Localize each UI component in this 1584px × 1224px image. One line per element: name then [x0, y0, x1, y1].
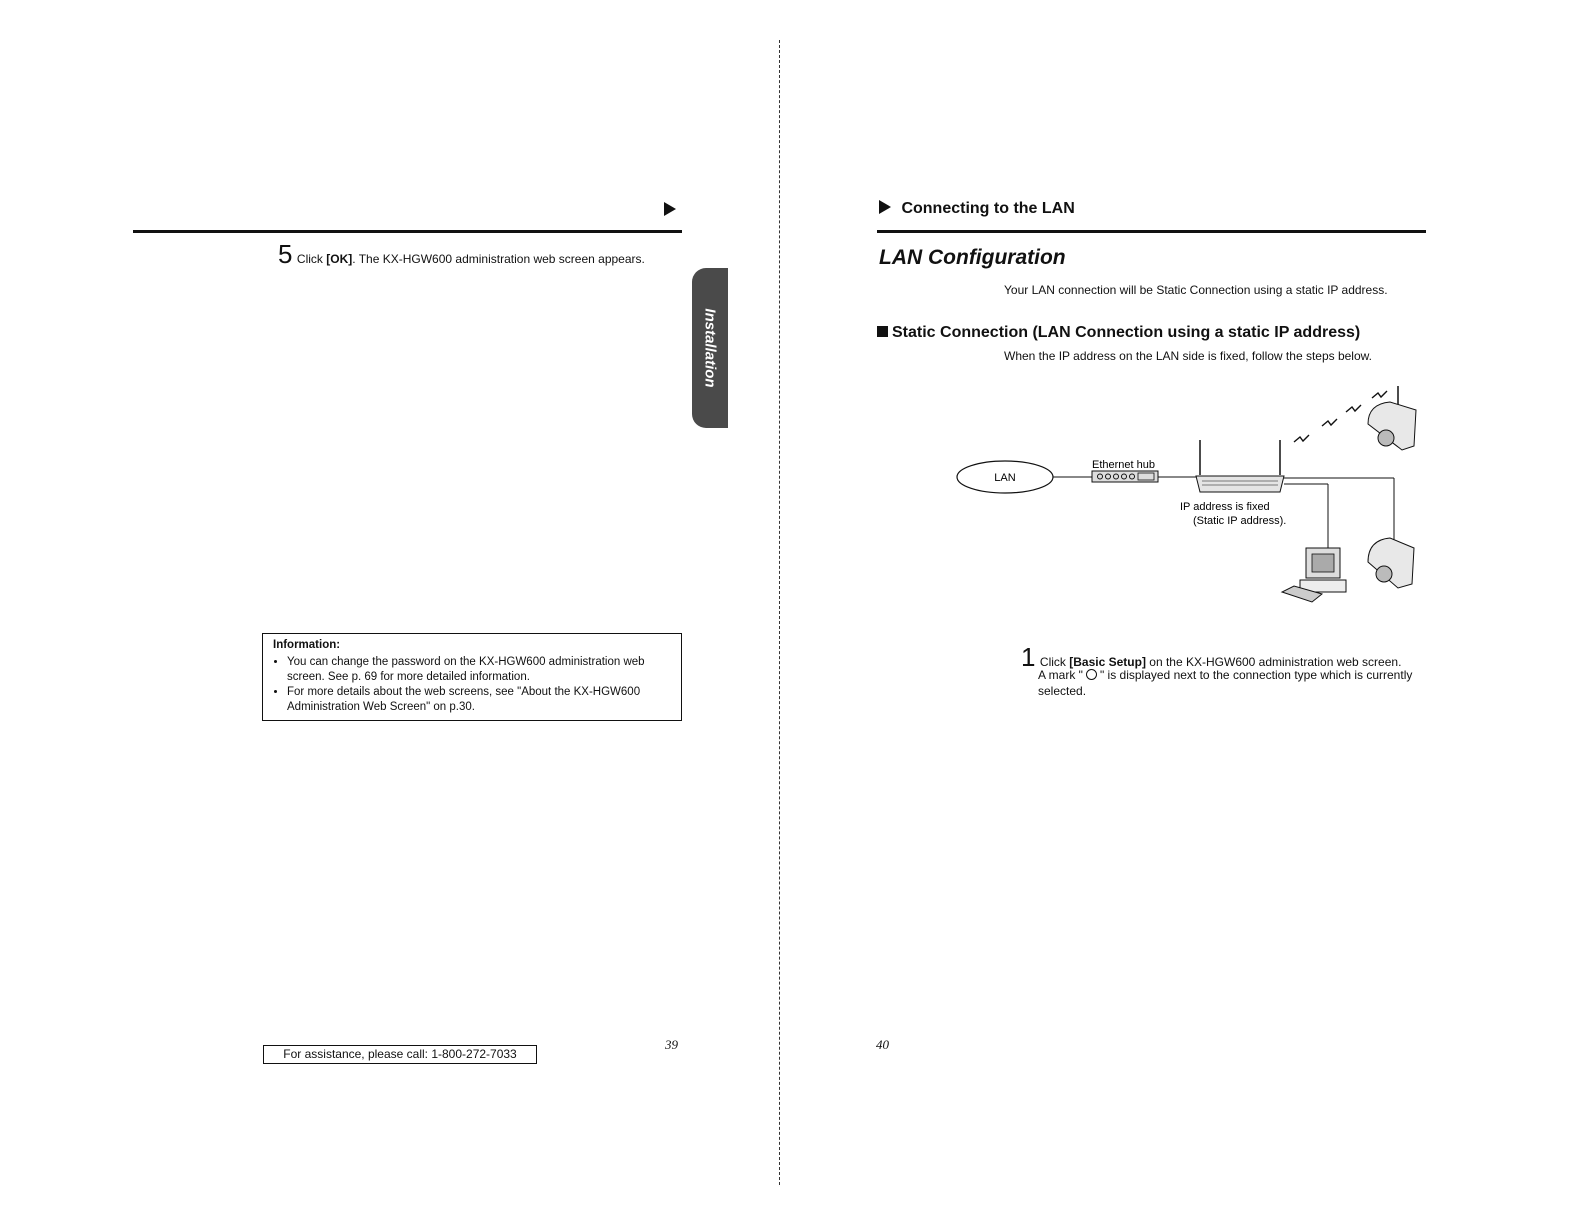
- lan-label: LAN: [994, 472, 1016, 484]
- pc-icon: [1282, 548, 1346, 602]
- step-5: [278, 241, 645, 268]
- network-diagram: [950, 380, 1430, 620]
- hub-label: Ethernet hub: [1092, 459, 1155, 471]
- lan-configuration-title: LAN Configuration: [879, 246, 1066, 269]
- step1-line2: [1038, 668, 1412, 682]
- ip-fixed-label-2: (Static IP address).: [1193, 515, 1287, 527]
- step1-line2-suffix: " is displayed next to the connection type which is currently: [1099, 668, 1413, 682]
- information-box: [262, 633, 682, 721]
- step-1: [1021, 644, 1401, 671]
- step-text-suffix: . The KX-HGW600 administration web screen appears.: [352, 252, 645, 266]
- sub-heading-text: Static Connection (LAN Connection using a static IP address): [892, 324, 1361, 341]
- right-header-rule: [877, 230, 1426, 233]
- step1-line2-prefix: A mark ": [1038, 668, 1083, 682]
- side-tab-label: Installation: [701, 308, 719, 388]
- bullet-square-icon: [877, 326, 888, 337]
- section-arrow-icon: [879, 200, 891, 214]
- ethernet-hub-icon: [1092, 471, 1158, 482]
- step-number: 5: [278, 239, 293, 269]
- step-text-prefix: Click: [296, 252, 327, 266]
- page-number-right: 40: [876, 1037, 889, 1052]
- ok-button-label: [OK]: [326, 252, 353, 266]
- wired-camera-icon: [1368, 538, 1414, 588]
- information-item: • For more details about the web screens, see "About the KX-HGW600 Administration Web Screen" on p.30.: [287, 685, 671, 715]
- information-list: [273, 655, 671, 715]
- page-divider: [779, 40, 780, 1185]
- sub-heading-description: When the IP address on the LAN side is fixed, follow the steps below.: [1004, 349, 1372, 363]
- section-title: Connecting to the LAN: [901, 200, 1075, 217]
- router-icon: [1196, 440, 1284, 492]
- installation-side-tab: [692, 268, 728, 428]
- page-number-left: 39: [665, 1037, 678, 1052]
- step1-line3: selected.: [1038, 684, 1087, 698]
- information-title: Information:: [273, 639, 341, 651]
- section-header: [879, 200, 1075, 218]
- step1-prefix: Click: [1039, 655, 1070, 669]
- static-connection-heading: [877, 324, 1360, 342]
- left-arrow-icon: [664, 202, 676, 221]
- information-item: • You can change the password on the KX-HGW600 administration web screen. See p. 69 for more detailed information.: [287, 655, 671, 685]
- left-header-rule: [133, 230, 682, 233]
- step-number: 1: [1021, 642, 1036, 672]
- intro-text: Your LAN connection will be Static Connection using a static IP address.: [1004, 283, 1388, 297]
- step1-suffix: on the KX-HGW600 administration web screen.: [1145, 655, 1402, 669]
- basic-setup-button-label: [Basic Setup]: [1069, 655, 1146, 669]
- ip-fixed-label-1: IP address is fixed: [1180, 501, 1270, 513]
- assistance-box: For assistance, please call: 1-800-272-7033: [263, 1045, 537, 1064]
- circle-mark-icon: [1086, 669, 1097, 680]
